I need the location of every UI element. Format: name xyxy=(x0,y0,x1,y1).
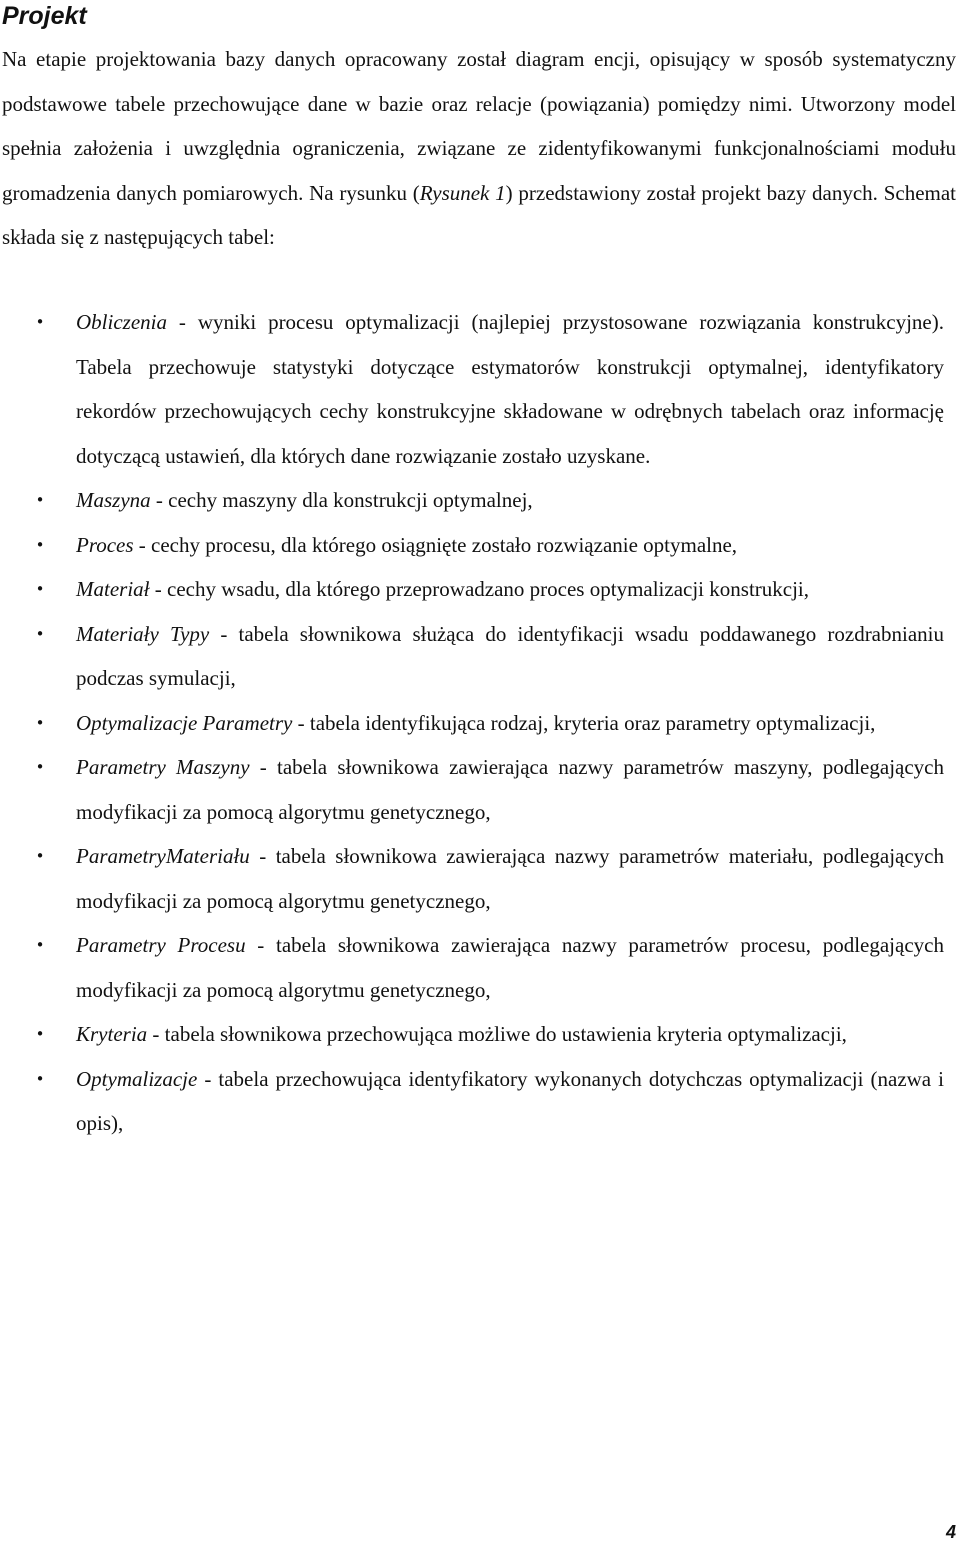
bullet-icon: • xyxy=(35,713,45,732)
list-item-description: - tabela słownikowa służąca do identyfikacji wsadu poddawanego rozdrabnianiu podczas symulacji, xyxy=(76,621,944,690)
bullet-icon: • xyxy=(35,847,45,865)
list-item-description: - tabela słownikowa zawierająca nazwy parametrów maszyny, podlegających modyfikacji za pomocą algorytmu genetycznego, xyxy=(76,755,944,824)
list-item-description: - tabela identyfikująca rodzaj, kryteria oraz parametry optymalizacji, xyxy=(292,710,876,735)
list-item-term: Optymalizacje xyxy=(76,1066,198,1091)
list-item-optymalizacje-parametry xyxy=(0,701,944,746)
list-item-materialy-typy xyxy=(0,612,944,701)
list-item-term: Materiał xyxy=(76,577,150,601)
list-item-term: Maszyna xyxy=(76,488,151,512)
list-item-term: Parametry Procesu xyxy=(76,933,246,957)
list-item-description: - cechy wsadu, dla którego przeprowadzano proces optymalizacji konstrukcji, xyxy=(149,577,810,601)
list-item-parametry-maszyny xyxy=(0,745,944,834)
section-heading: Projekt xyxy=(2,2,87,30)
list-item-parametry-materialu xyxy=(0,834,944,923)
intro-text-part-2: Na rysunku ( xyxy=(309,180,420,205)
list-item-term: Parametry Maszyny xyxy=(76,755,250,779)
bullet-icon: • xyxy=(35,936,45,954)
list-item-description: - tabela słownikowa zawierająca nazwy parametrów procesu, podlegających modyfikacji za pomocą algorytmu genetycznego, xyxy=(76,933,944,1002)
list-item-term: Optymalizacje Parametry xyxy=(76,710,293,735)
list-item-kryteria xyxy=(0,1012,944,1057)
bullet-icon: • xyxy=(35,1069,45,1088)
intro-paragraph xyxy=(2,37,956,260)
table-list xyxy=(0,300,944,1146)
list-item-description: - wyniki procesu optymalizacji (najlepiej przystosowane rozwiązania konstrukcyjne). Tabela przechowuje statystyki dotyczące estymatorów konstrukcji optymalnej, identyfikatory rekordów przechowujących cechy konstrukcyjne składowane w odrębnych tabelach oraz informację dotyczącą ustawień, dla których dane rozwiązanie zostało uzyskane. xyxy=(76,310,944,468)
list-item-term: Proces xyxy=(76,532,134,557)
list-item-term: Kryteria xyxy=(76,1022,148,1046)
bullet-icon: • xyxy=(35,491,45,509)
list-item-parametry-procesu xyxy=(0,923,944,1012)
list-item-obliczenia xyxy=(0,300,944,478)
list-item-term: Obliczenia xyxy=(76,310,167,334)
list-item-description: - tabela przechowująca identyfikatory wykonanych dotychczas optymalizacji (nazwa i opis), xyxy=(76,1066,944,1135)
figure-reference: Rysunek 1 xyxy=(419,180,506,205)
bullet-icon: • xyxy=(35,580,45,598)
bullet-icon: • xyxy=(35,758,45,776)
bullet-icon: • xyxy=(35,1025,45,1043)
list-item-optymalizacje xyxy=(0,1057,944,1146)
list-item-description: - tabela słownikowa zawierająca nazwy parametrów materiału, podlegających modyfikacji za pomocą algorytmu genetycznego, xyxy=(76,844,944,913)
intro-text-part-1: Na etapie projektowania bazy danych opracowany został diagram encji, opisujący w sposób systematyczny podstawowe tabele przechowujące dane w bazie oraz relacje (powiązania) pomiędzy nimi. Utworzony model spełnia założenia i uwzględnia ograniczenia, związane ze zidentyfikowanymi funkcjonalnościami modułu gromadzenia danych pomiarowych. xyxy=(2,47,956,205)
bullet-icon: • xyxy=(35,313,45,331)
page-number: 4 xyxy=(945,1522,956,1542)
bullet-icon: • xyxy=(35,624,45,643)
list-item-description: - cechy maszyny dla konstrukcji optymalnej, xyxy=(150,488,533,512)
list-item-description: - tabela słownikowa przechowująca możliwe do ustawienia kryteria optymalizacji, xyxy=(147,1022,847,1046)
list-item-term: ParametryMateriału xyxy=(76,844,250,868)
bullet-icon: • xyxy=(35,535,45,554)
list-item-material xyxy=(0,567,944,612)
list-item-description: - cechy procesu, dla którego osiągnięte zostało rozwiązanie optymalne, xyxy=(133,532,738,557)
list-item-maszyna xyxy=(0,478,944,523)
list-item-term: Materiały Typy xyxy=(76,621,210,646)
list-item-proces xyxy=(0,523,944,568)
intro-text-part-3: ) przedstawiony został projekt bazy danych. Schemat składa się z następujących tabel: xyxy=(2,180,957,249)
